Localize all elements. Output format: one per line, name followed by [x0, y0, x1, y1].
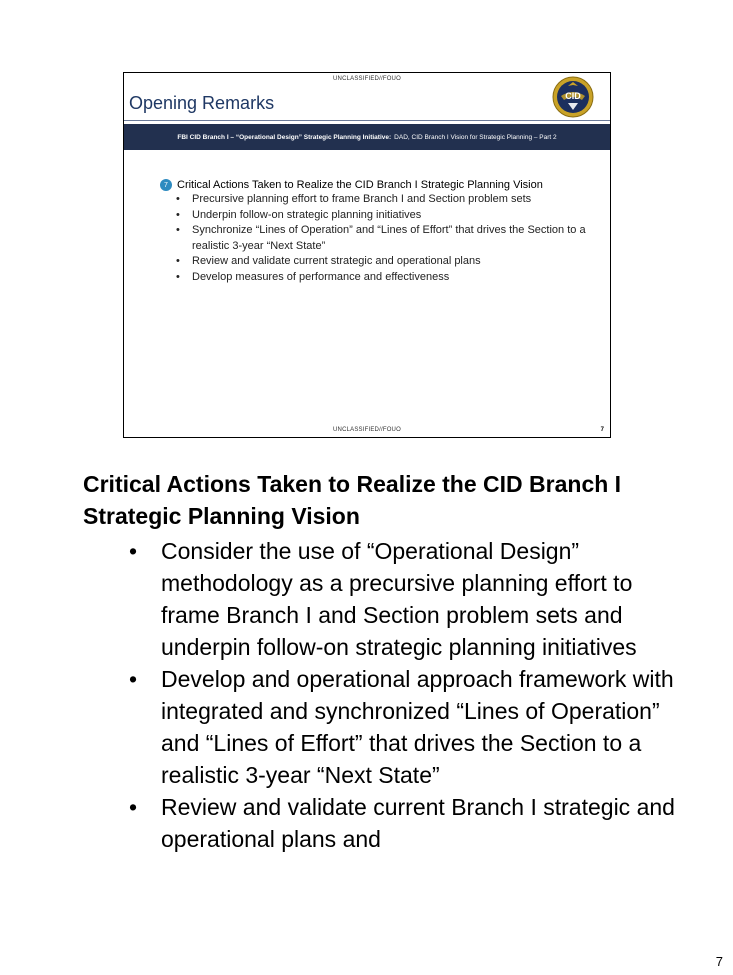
- slide-thumbnail: [123, 72, 611, 438]
- section-number-badge: 7: [160, 179, 172, 191]
- slide-title: Opening Remarks: [129, 93, 275, 113]
- slide-heading: [160, 179, 590, 191]
- logo-text: CID: [565, 91, 581, 101]
- classification-bottom: UNCLASSIFIED//FOUO: [333, 427, 401, 433]
- slide-banner: [124, 124, 610, 150]
- page-number: 7: [715, 954, 723, 969]
- slide-bullet: • Precursive planning effort to frame Branch I and Section problem sets: [176, 192, 590, 208]
- slide-bullet: • Review and validate current strategic and operational plans: [176, 254, 590, 270]
- cid-seal-logo: [552, 76, 594, 118]
- notes-bullet: • Review and validate current Branch I strategic and operational plans and: [129, 791, 693, 855]
- notes-heading: Critical Actions Taken to Realize the CID Branch I Strategic Planning Vision: [83, 471, 622, 529]
- slide-bullet: • Synchronize “Lines of Operation” and “Lines of Effort” that drives the Section to a realistic 3-year “Next State”: [176, 223, 590, 254]
- slide-bullet-list: [160, 192, 590, 285]
- slide-page-number: 7: [600, 427, 604, 433]
- notes-bullet: • Develop and operational approach framework with integrated and synchronized “Lines of Operation” and “Lines of Effort” that drives the Section to a realistic 3-year “Next State”: [129, 663, 693, 791]
- slide-content: [160, 179, 590, 285]
- title-divider: [124, 120, 610, 121]
- speaker-notes: [83, 468, 693, 855]
- notes-bullet-list: [83, 535, 693, 855]
- slide-heading-text: Critical Actions Taken to Realize the CID Branch I Strategic Planning Vision: [177, 179, 543, 191]
- banner-bold-text: FBI CID Branch I – “Operational Design” Strategic Planning Initiative:: [177, 133, 392, 141]
- notes-bullet: • Consider the use of “Operational Design” methodology as a precursive planning effort to frame Branch I and Section problem sets and underpin follow-on strategic planning initiatives: [129, 535, 693, 663]
- slide-bullet: • Underpin follow-on strategic planning initiatives: [176, 208, 590, 224]
- classification-top: UNCLASSIFIED//FOUO: [333, 76, 401, 82]
- slide-bullet: • Develop measures of performance and effectiveness: [176, 270, 590, 286]
- banner-text: DAD, CID Branch I Vision for Strategic Planning – Part 2: [394, 133, 557, 141]
